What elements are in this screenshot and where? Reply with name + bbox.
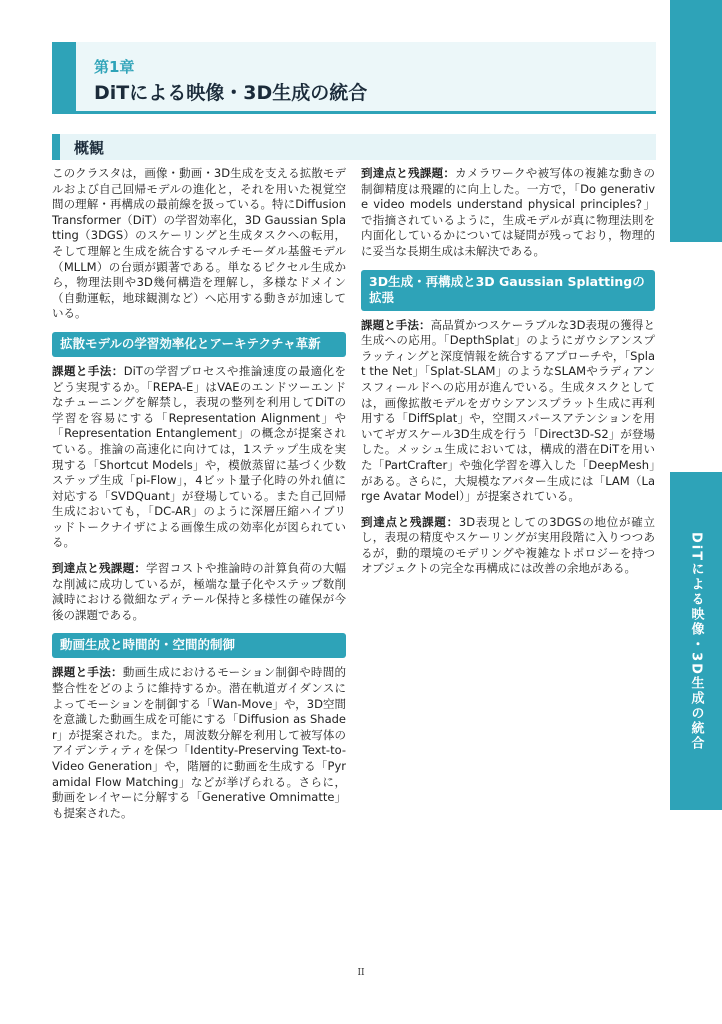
page-number: II	[357, 968, 365, 978]
section-video-result	[361, 166, 655, 260]
side-tab-top	[670, 0, 722, 242]
method-label: 課題と手法：	[52, 363, 124, 378]
overview-heading-bar	[52, 134, 656, 160]
result-text: 3D表現としての3DGSの地位が確立し，表現の精度やスケーリングが実用段階に入りつつあるが，動的環境のモデリングや複雑なトポロジーを持つオブジェクトの完全な再構成には改善の余地がある。	[361, 514, 656, 576]
section-3d-result	[361, 515, 655, 577]
section-video-method	[52, 665, 346, 821]
result-text: 学習コストや推論時の計算負荷の大幅な削減に成功しているが，極端な量子化やステップ数削減時における微細なディテール保持と多様性の確保が今後の課題である。	[52, 561, 347, 622]
result-label: 到達点と残課題：	[361, 514, 459, 529]
section-heading-video-generation: 動画生成と時間的・空間的制御	[52, 633, 346, 658]
chapter-header	[52, 42, 656, 114]
result-label: 到達点と残課題：	[52, 561, 147, 576]
left-column	[52, 166, 346, 831]
side-tab	[670, 472, 722, 810]
overview-intro: このクラスタは，画像・動画・3D生成を支える拡散モデルおよび自己回帰モデルの進化と，それを用いた視覚空間の理解・再構成の最前線を扱っている。特にDiffusion Transformer（DiT）の学習効率化，3D Gaussian Splatting（3DGS）のスケーリングと生成タスクへの転用，そして理解と生成を統合するマルチモーダル基盤モデル（MLLM）の台頭が顕著である。単なるピクセル生成から，物理法則や3D幾何構造を理解し，多様なドメイン（自動運転，地球観測など）へ応用する動きが加速している。	[52, 166, 346, 321]
method-label: 課題と手法：	[361, 317, 431, 332]
section-heading-diffusion-efficiency: 拡散モデルの学習効率化とアーキテクチャ革新	[52, 332, 346, 357]
overview-heading: 概観	[74, 139, 105, 157]
section-heading-3d-generation: 3D生成・再構成と3D Gaussian Splattingの拡張	[361, 270, 655, 311]
method-text: 動画生成におけるモーション制御や時間的整合性をどのように維持するか。潜在軌道ガイダンスによってモーションを制御する「Wan-Move」や，3D空間を意識した動画生成を可能にする「Diffusion as Shader」が提案された。また，周波数分解を利用して被写体のアイデンティティを保つ「Identity-Preserving Text-to-Video Generation」や，階層的に動画を生成する「Pyramidal Flow Matching」などが挙げられる。さらに，動画をレイヤーに分解する「Generative Omnimatte」も提案された。	[52, 665, 347, 820]
result-text: カメラワークや被写体の複雑な動きの制御精度は飛躍的に向上した。一方で，「Do generative video models understand physical principles?」で指摘されているように，生成モデルが真に物理法則を内面化しているかについては疑問が残っており，物理的に妥当な長期生成は未解決である。	[361, 166, 656, 258]
method-label: 課題と手法：	[52, 665, 123, 680]
side-tab-label: DiTによる映像・3D生成の統合	[688, 531, 704, 751]
chapter-number: 第1章	[94, 58, 135, 76]
chapter-title: DiTによる映像・3D生成の統合	[94, 82, 368, 104]
section-diffusion-method	[52, 364, 346, 551]
result-label: 到達点と残課題：	[361, 166, 456, 180]
section-3d-method	[361, 318, 655, 505]
right-column	[361, 166, 655, 587]
method-text: DiTの学習プロセスや推論速度の最適化をどう実現するか。「REPA-E」はVAEのエンドツーエンドなチューニングを解禁し，表現の整列を利用してDiTの学習を容易にする「Representation Alignment」や「Representation Entanglement」の概念が提案されている。推論の高速化に向けては，1ステップ生成を実現する「Shortcut Models」や，模倣蒸留に基づく少数ステップ生成「pi-Flow」，4ビット量子化時の外れ値に対応する「SVDQuant」が登場している。また自己回帰生成においても，「DC-AR」のように深層圧縮ハイブリッドトークナイザによる画像生成の効率化が図られている。	[52, 363, 346, 550]
method-text: 高品質かつスケーラブルな3D表現の獲得と生成への応用。「DepthSplat」のようにガウシアンスプラッティングと深度情報を統合するアプローチや，「Splat the Net」「Splat-SLAM」のようなSLAMやラディアンスフィールドへの応用が進んでいる。生成タスクとしては，画像拡散モデルをガウシアンスプラット生成に再利用する「DiffSplat」や，空間スパースアテンションを用いてギガスケール3D生成を行う「Direct3D-S2」が登場した。メッシュ生成においては，構成的潜在DiTを用いた「PartCrafter」や強化学習を導入した「DeepMesh」がある。さらに，大規模なアバター生成には「LAM（Large Avatar Model）」が提案されている。	[361, 317, 655, 504]
section-diffusion-result	[52, 561, 346, 623]
